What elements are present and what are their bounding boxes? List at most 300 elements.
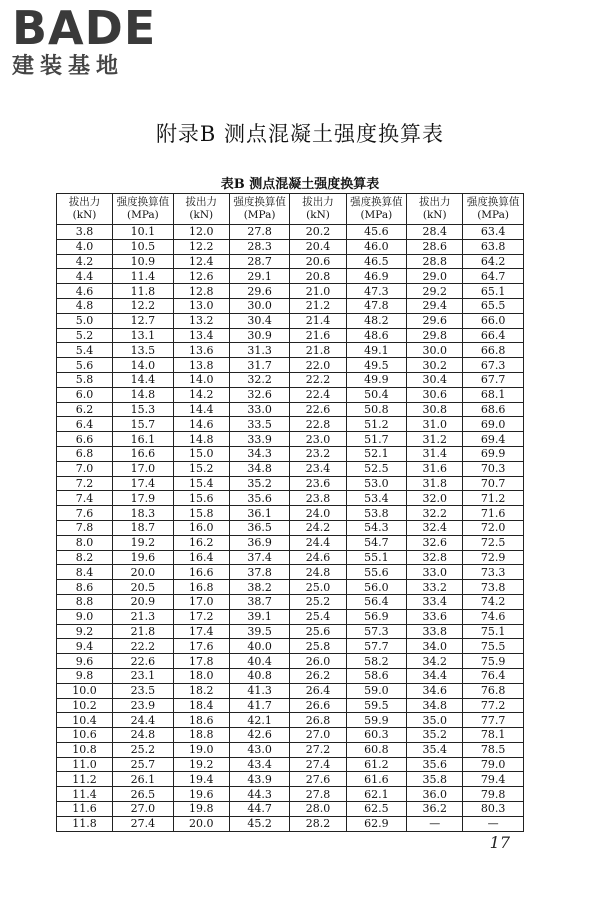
strength-value-cell: 62.1 <box>346 787 407 802</box>
strength-value-cell: 50.4 <box>346 387 407 402</box>
strength-value-cell: 23.5 <box>113 683 174 698</box>
table-row <box>57 550 524 565</box>
strength-value-cell: 33.9 <box>229 432 290 447</box>
strength-value-cell: 70.3 <box>463 461 524 476</box>
pullout-force-cell: 29.2 <box>407 284 463 299</box>
pullout-force-cell: 28.6 <box>407 239 463 254</box>
strength-value-cell: 69.4 <box>463 432 524 447</box>
table-header-cell: 强度换算值 (MPa) <box>346 194 407 225</box>
pullout-force-cell: 6.4 <box>57 417 113 432</box>
pullout-force-cell: 33.4 <box>407 594 463 609</box>
pullout-force-cell: 8.6 <box>57 580 113 595</box>
strength-value-cell: 31.7 <box>229 358 290 373</box>
table-body <box>57 225 524 832</box>
table-header-cell: 拔出力 (kN) <box>290 194 346 225</box>
strength-value-cell: 74.2 <box>463 594 524 609</box>
strength-value-cell: 17.4 <box>113 476 174 491</box>
table-row <box>57 728 524 743</box>
pullout-force-cell: 21.4 <box>290 313 346 328</box>
pullout-force-cell: 10.8 <box>57 742 113 757</box>
pullout-force-cell: 24.8 <box>290 565 346 580</box>
pullout-force-cell: 9.0 <box>57 609 113 624</box>
strength-value-cell: 27.0 <box>113 802 174 817</box>
table-row <box>57 683 524 698</box>
pullout-force-cell: 31.4 <box>407 446 463 461</box>
pullout-force-cell: 8.4 <box>57 565 113 580</box>
table-header-cell: 强度换算值 (MPa) <box>463 194 524 225</box>
strength-value-cell: 19.6 <box>113 550 174 565</box>
strength-value-cell: 56.4 <box>346 594 407 609</box>
pullout-force-cell: 30.2 <box>407 358 463 373</box>
strength-value-cell: 14.4 <box>113 372 174 387</box>
strength-value-cell: 76.4 <box>463 668 524 683</box>
strength-value-cell: 38.2 <box>229 580 290 595</box>
pullout-force-cell: 6.2 <box>57 402 113 417</box>
table-row <box>57 239 524 254</box>
pullout-force-cell: 21.2 <box>290 298 346 313</box>
strength-value-cell: 10.9 <box>113 254 174 269</box>
pullout-force-cell: 23.4 <box>290 461 346 476</box>
strength-value-cell: 77.2 <box>463 698 524 713</box>
strength-value-cell: 56.0 <box>346 580 407 595</box>
strength-value-cell: 55.1 <box>346 550 407 565</box>
strength-value-cell: 52.5 <box>346 461 407 476</box>
pullout-force-cell: 27.6 <box>290 772 346 787</box>
table-row <box>57 668 524 683</box>
strength-value-cell: 71.6 <box>463 506 524 521</box>
strength-value-cell: 43.0 <box>229 742 290 757</box>
pullout-force-cell: 22.0 <box>290 358 346 373</box>
pullout-force-cell: 22.8 <box>290 417 346 432</box>
strength-value-cell: 40.0 <box>229 639 290 654</box>
strength-value-cell: 20.9 <box>113 594 174 609</box>
pullout-force-cell: 23.2 <box>290 446 346 461</box>
pullout-force-cell: 5.4 <box>57 343 113 358</box>
pullout-force-cell: 34.4 <box>407 668 463 683</box>
strength-value-cell: 62.5 <box>346 802 407 817</box>
pullout-force-cell: 13.0 <box>173 298 229 313</box>
strength-value-cell: 77.7 <box>463 713 524 728</box>
pullout-force-cell: 24.6 <box>290 550 346 565</box>
pullout-force-cell: 26.0 <box>290 654 346 669</box>
strength-value-cell: 42.1 <box>229 713 290 728</box>
strength-value-cell: 54.7 <box>346 535 407 550</box>
strength-value-cell: 74.6 <box>463 609 524 624</box>
logo-wordmark: BADE <box>12 1 157 55</box>
strength-value-cell: 64.2 <box>463 254 524 269</box>
pullout-force-cell: 6.0 <box>57 387 113 402</box>
table-row <box>57 772 524 787</box>
pullout-force-cell: 24.0 <box>290 506 346 521</box>
strength-value-cell: 53.4 <box>346 491 407 506</box>
pullout-force-cell: 28.8 <box>407 254 463 269</box>
pullout-force-cell: 29.4 <box>407 298 463 313</box>
pullout-force-cell: 5.2 <box>57 328 113 343</box>
strength-value-cell: 13.1 <box>113 328 174 343</box>
pullout-force-cell: 10.6 <box>57 728 113 743</box>
strength-value-cell: 49.5 <box>346 358 407 373</box>
strength-value-cell: 60.8 <box>346 742 407 757</box>
strength-value-cell: 49.9 <box>346 372 407 387</box>
pullout-force-cell: 9.8 <box>57 668 113 683</box>
pullout-force-cell: 8.8 <box>57 594 113 609</box>
pullout-force-cell: 21.8 <box>290 343 346 358</box>
strength-value-cell: 78.5 <box>463 742 524 757</box>
pullout-force-cell: 28.0 <box>290 802 346 817</box>
strength-value-cell: 75.5 <box>463 639 524 654</box>
strength-value-cell: 58.6 <box>346 668 407 683</box>
strength-value-cell: 48.6 <box>346 328 407 343</box>
pullout-force-cell: 27.4 <box>290 757 346 772</box>
strength-value-cell: 52.1 <box>346 446 407 461</box>
table-header-cell: 拔出力 (kN) <box>407 194 463 225</box>
table-row <box>57 713 524 728</box>
pullout-force-cell: 31.6 <box>407 461 463 476</box>
strength-value-cell: — <box>463 816 524 831</box>
pullout-force-cell: 7.6 <box>57 506 113 521</box>
pullout-force-cell: 35.4 <box>407 742 463 757</box>
strength-value-cell: 14.0 <box>113 358 174 373</box>
strength-value-cell: 39.5 <box>229 624 290 639</box>
pullout-force-cell: 31.0 <box>407 417 463 432</box>
pullout-force-cell: 26.6 <box>290 698 346 713</box>
pullout-force-cell: 15.0 <box>173 446 229 461</box>
strength-value-cell: 44.3 <box>229 787 290 802</box>
strength-value-cell: 79.0 <box>463 757 524 772</box>
pullout-force-cell: 14.6 <box>173 417 229 432</box>
table-row <box>57 298 524 313</box>
pullout-force-cell: 12.0 <box>173 225 229 240</box>
pullout-force-cell: 23.0 <box>290 432 346 447</box>
strength-value-cell: 21.3 <box>113 609 174 624</box>
pullout-force-cell: 33.6 <box>407 609 463 624</box>
strength-value-cell: 34.3 <box>229 446 290 461</box>
pullout-force-cell: 23.8 <box>290 491 346 506</box>
pullout-force-cell: 4.8 <box>57 298 113 313</box>
pullout-force-cell: 20.0 <box>173 816 229 831</box>
table-row <box>57 343 524 358</box>
strength-value-cell: 43.4 <box>229 757 290 772</box>
strength-value-cell: 37.4 <box>229 550 290 565</box>
table-row <box>57 269 524 284</box>
strength-value-cell: 12.7 <box>113 313 174 328</box>
strength-value-cell: 59.5 <box>346 698 407 713</box>
pullout-force-cell: 16.2 <box>173 535 229 550</box>
strength-value-cell: 67.3 <box>463 358 524 373</box>
strength-value-cell: 50.8 <box>346 402 407 417</box>
pullout-force-cell: 33.0 <box>407 565 463 580</box>
strength-value-cell: 41.3 <box>229 683 290 698</box>
pullout-force-cell: 26.2 <box>290 668 346 683</box>
pullout-force-cell: 32.4 <box>407 520 463 535</box>
pullout-force-cell: 34.8 <box>407 698 463 713</box>
strength-value-cell: 30.0 <box>229 298 290 313</box>
table-row <box>57 565 524 580</box>
table-row <box>57 491 524 506</box>
pullout-force-cell: 17.8 <box>173 654 229 669</box>
pullout-force-cell: 11.8 <box>57 816 113 831</box>
strength-value-cell: 18.7 <box>113 520 174 535</box>
strength-value-cell: 73.8 <box>463 580 524 595</box>
strength-value-cell: 75.1 <box>463 624 524 639</box>
strength-value-cell: 10.5 <box>113 239 174 254</box>
pullout-force-cell: 33.8 <box>407 624 463 639</box>
pullout-force-cell: 28.4 <box>407 225 463 240</box>
pullout-force-cell: 7.2 <box>57 476 113 491</box>
pullout-force-cell: 16.4 <box>173 550 229 565</box>
strength-value-cell: 66.4 <box>463 328 524 343</box>
strength-value-cell: 80.3 <box>463 802 524 817</box>
strength-value-cell: 61.2 <box>346 757 407 772</box>
pullout-force-cell: 24.4 <box>290 535 346 550</box>
pullout-force-cell: 25.0 <box>290 580 346 595</box>
pullout-force-cell: 15.6 <box>173 491 229 506</box>
strength-value-cell: 23.1 <box>113 668 174 683</box>
strength-value-cell: 42.6 <box>229 728 290 743</box>
table-row <box>57 654 524 669</box>
pullout-force-cell: 11.2 <box>57 772 113 787</box>
pullout-force-cell: 17.4 <box>173 624 229 639</box>
strength-value-cell: 70.7 <box>463 476 524 491</box>
table-header-cell: 拔出力 (kN) <box>57 194 113 225</box>
pullout-force-cell: 30.0 <box>407 343 463 358</box>
table-row <box>57 225 524 240</box>
strength-value-cell: 12.2 <box>113 298 174 313</box>
pullout-force-cell: 29.6 <box>407 313 463 328</box>
strength-value-cell: 63.8 <box>463 239 524 254</box>
strength-value-cell: 35.6 <box>229 491 290 506</box>
pullout-force-cell: 6.6 <box>57 432 113 447</box>
strength-value-cell: 32.2 <box>229 372 290 387</box>
strength-value-cell: 33.0 <box>229 402 290 417</box>
brand-logo <box>12 1 182 80</box>
pullout-force-cell: 28.2 <box>290 816 346 831</box>
table-row <box>57 698 524 713</box>
pullout-force-cell: 32.2 <box>407 506 463 521</box>
page-number: 17 <box>489 833 510 852</box>
strength-value-cell: 71.2 <box>463 491 524 506</box>
table-row <box>57 372 524 387</box>
pullout-force-cell: 11.4 <box>57 787 113 802</box>
table-row <box>57 594 524 609</box>
pullout-force-cell: 18.8 <box>173 728 229 743</box>
pullout-force-cell: 10.4 <box>57 713 113 728</box>
strength-value-cell: 13.5 <box>113 343 174 358</box>
strength-value-cell: 47.8 <box>346 298 407 313</box>
strength-value-cell: 66.0 <box>463 313 524 328</box>
strength-value-cell: 15.3 <box>113 402 174 417</box>
table-row <box>57 387 524 402</box>
pullout-force-cell: 4.6 <box>57 284 113 299</box>
table-row <box>57 624 524 639</box>
strength-value-cell: 59.9 <box>346 713 407 728</box>
pullout-force-cell: 24.2 <box>290 520 346 535</box>
strength-value-cell: 65.5 <box>463 298 524 313</box>
pullout-force-cell: 34.2 <box>407 654 463 669</box>
pullout-force-cell: 12.4 <box>173 254 229 269</box>
strength-value-cell: 25.7 <box>113 757 174 772</box>
pullout-force-cell: 32.6 <box>407 535 463 550</box>
strength-value-cell: 19.2 <box>113 535 174 550</box>
strength-value-cell: 51.7 <box>346 432 407 447</box>
strength-value-cell: 30.9 <box>229 328 290 343</box>
strength-value-cell: 75.9 <box>463 654 524 669</box>
strength-value-cell: 22.2 <box>113 639 174 654</box>
table-row <box>57 284 524 299</box>
table-header-row <box>57 194 524 225</box>
strength-value-cell: 46.9 <box>346 269 407 284</box>
pullout-force-cell: 9.4 <box>57 639 113 654</box>
pullout-force-cell: 25.4 <box>290 609 346 624</box>
table-row <box>57 328 524 343</box>
pullout-force-cell: 8.0 <box>57 535 113 550</box>
pullout-force-cell: 35.8 <box>407 772 463 787</box>
strength-value-cell: 53.8 <box>346 506 407 521</box>
pullout-force-cell: 18.0 <box>173 668 229 683</box>
strength-value-cell: 38.7 <box>229 594 290 609</box>
pullout-force-cell: 16.0 <box>173 520 229 535</box>
strength-value-cell: 46.0 <box>346 239 407 254</box>
strength-value-cell: 18.3 <box>113 506 174 521</box>
strength-value-cell: 20.5 <box>113 580 174 595</box>
strength-value-cell: 76.8 <box>463 683 524 698</box>
strength-value-cell: 48.2 <box>346 313 407 328</box>
pullout-force-cell: 30.4 <box>407 372 463 387</box>
pullout-force-cell: 19.8 <box>173 802 229 817</box>
pullout-force-cell: 25.6 <box>290 624 346 639</box>
pullout-force-cell: 20.2 <box>290 225 346 240</box>
table-row <box>57 535 524 550</box>
strength-value-cell: 44.7 <box>229 802 290 817</box>
table-row <box>57 254 524 269</box>
pullout-force-cell: 25.8 <box>290 639 346 654</box>
pullout-force-cell: 4.4 <box>57 269 113 284</box>
strength-value-cell: 27.8 <box>229 225 290 240</box>
pullout-force-cell: 34.0 <box>407 639 463 654</box>
strength-value-cell: 39.1 <box>229 609 290 624</box>
table-row <box>57 461 524 476</box>
pullout-force-cell: 20.6 <box>290 254 346 269</box>
pullout-force-cell: 22.6 <box>290 402 346 417</box>
table-row <box>57 358 524 373</box>
pullout-force-cell: 31.8 <box>407 476 463 491</box>
strength-value-cell: 56.9 <box>346 609 407 624</box>
table-row <box>57 476 524 491</box>
pullout-force-cell: 20.4 <box>290 239 346 254</box>
strength-value-cell: 14.8 <box>113 387 174 402</box>
strength-value-cell: 63.4 <box>463 225 524 240</box>
pullout-force-cell: 20.8 <box>290 269 346 284</box>
table-row <box>57 787 524 802</box>
strength-value-cell: 24.4 <box>113 713 174 728</box>
pullout-force-cell: 17.6 <box>173 639 229 654</box>
strength-value-cell: 27.4 <box>113 816 174 831</box>
pullout-force-cell: 31.2 <box>407 432 463 447</box>
pullout-force-cell: 10.0 <box>57 683 113 698</box>
strength-value-cell: 26.5 <box>113 787 174 802</box>
strength-value-cell: 30.4 <box>229 313 290 328</box>
strength-value-cell: 11.4 <box>113 269 174 284</box>
strength-value-cell: 72.9 <box>463 550 524 565</box>
pullout-force-cell: 22.4 <box>290 387 346 402</box>
pullout-force-cell: 4.2 <box>57 254 113 269</box>
pullout-force-cell: 35.0 <box>407 713 463 728</box>
pullout-force-cell: 11.0 <box>57 757 113 772</box>
pullout-force-cell: 9.6 <box>57 654 113 669</box>
strength-value-cell: 51.2 <box>346 417 407 432</box>
strength-value-cell: 58.2 <box>346 654 407 669</box>
strength-value-cell: 41.7 <box>229 698 290 713</box>
pullout-force-cell: 19.2 <box>173 757 229 772</box>
strength-value-cell: 26.1 <box>113 772 174 787</box>
table-row <box>57 402 524 417</box>
strength-value-cell: 31.3 <box>229 343 290 358</box>
strength-value-cell: 32.6 <box>229 387 290 402</box>
pullout-force-cell: 5.0 <box>57 313 113 328</box>
pullout-force-cell: 19.4 <box>173 772 229 787</box>
table-row <box>57 802 524 817</box>
strength-value-cell: 66.8 <box>463 343 524 358</box>
strength-value-cell: 69.0 <box>463 417 524 432</box>
pullout-force-cell: 4.0 <box>57 239 113 254</box>
table-header-cell: 拔出力 (kN) <box>173 194 229 225</box>
strength-value-cell: 59.0 <box>346 683 407 698</box>
strength-value-cell: 29.1 <box>229 269 290 284</box>
pullout-force-cell: 12.8 <box>173 284 229 299</box>
strength-value-cell: 10.1 <box>113 225 174 240</box>
strength-value-cell: 37.8 <box>229 565 290 580</box>
pullout-force-cell: 5.8 <box>57 372 113 387</box>
pullout-force-cell: 23.6 <box>290 476 346 491</box>
table-caption: 表B 测点混凝土强度换算表 <box>220 177 380 192</box>
table-header-cell: 强度换算值 (MPa) <box>113 194 174 225</box>
strength-value-cell: 16.6 <box>113 446 174 461</box>
strength-conversion-table <box>56 193 524 832</box>
strength-value-cell: 79.4 <box>463 772 524 787</box>
strength-value-cell: 35.2 <box>229 476 290 491</box>
table-row <box>57 432 524 447</box>
strength-value-cell: 21.8 <box>113 624 174 639</box>
pullout-force-cell: 7.0 <box>57 461 113 476</box>
strength-value-cell: 45.6 <box>346 225 407 240</box>
logo-subtitle: 建装基地 <box>12 54 125 79</box>
strength-value-cell: 73.3 <box>463 565 524 580</box>
strength-value-cell: 20.0 <box>113 565 174 580</box>
strength-value-cell: 36.9 <box>229 535 290 550</box>
table-row <box>57 742 524 757</box>
pullout-force-cell: 27.8 <box>290 787 346 802</box>
pullout-force-cell: 19.0 <box>173 742 229 757</box>
strength-value-cell: 49.1 <box>346 343 407 358</box>
pullout-force-cell: 6.8 <box>57 446 113 461</box>
pullout-force-cell: 21.0 <box>290 284 346 299</box>
pullout-force-cell: 21.6 <box>290 328 346 343</box>
strength-value-cell: 28.3 <box>229 239 290 254</box>
pullout-force-cell: 17.0 <box>173 594 229 609</box>
table-row <box>57 816 524 831</box>
pullout-force-cell: 34.6 <box>407 683 463 698</box>
strength-value-cell: 36.5 <box>229 520 290 535</box>
appendix-title: 附录B 测点混凝土强度换算表 <box>155 122 445 146</box>
strength-value-cell: 60.3 <box>346 728 407 743</box>
strength-value-cell: 16.1 <box>113 432 174 447</box>
strength-value-cell: 53.0 <box>346 476 407 491</box>
pullout-force-cell: 14.8 <box>173 432 229 447</box>
table-header-cell: 强度换算值 (MPa) <box>229 194 290 225</box>
strength-value-cell: 34.8 <box>229 461 290 476</box>
pullout-force-cell: 27.2 <box>290 742 346 757</box>
pullout-force-cell: 26.4 <box>290 683 346 698</box>
